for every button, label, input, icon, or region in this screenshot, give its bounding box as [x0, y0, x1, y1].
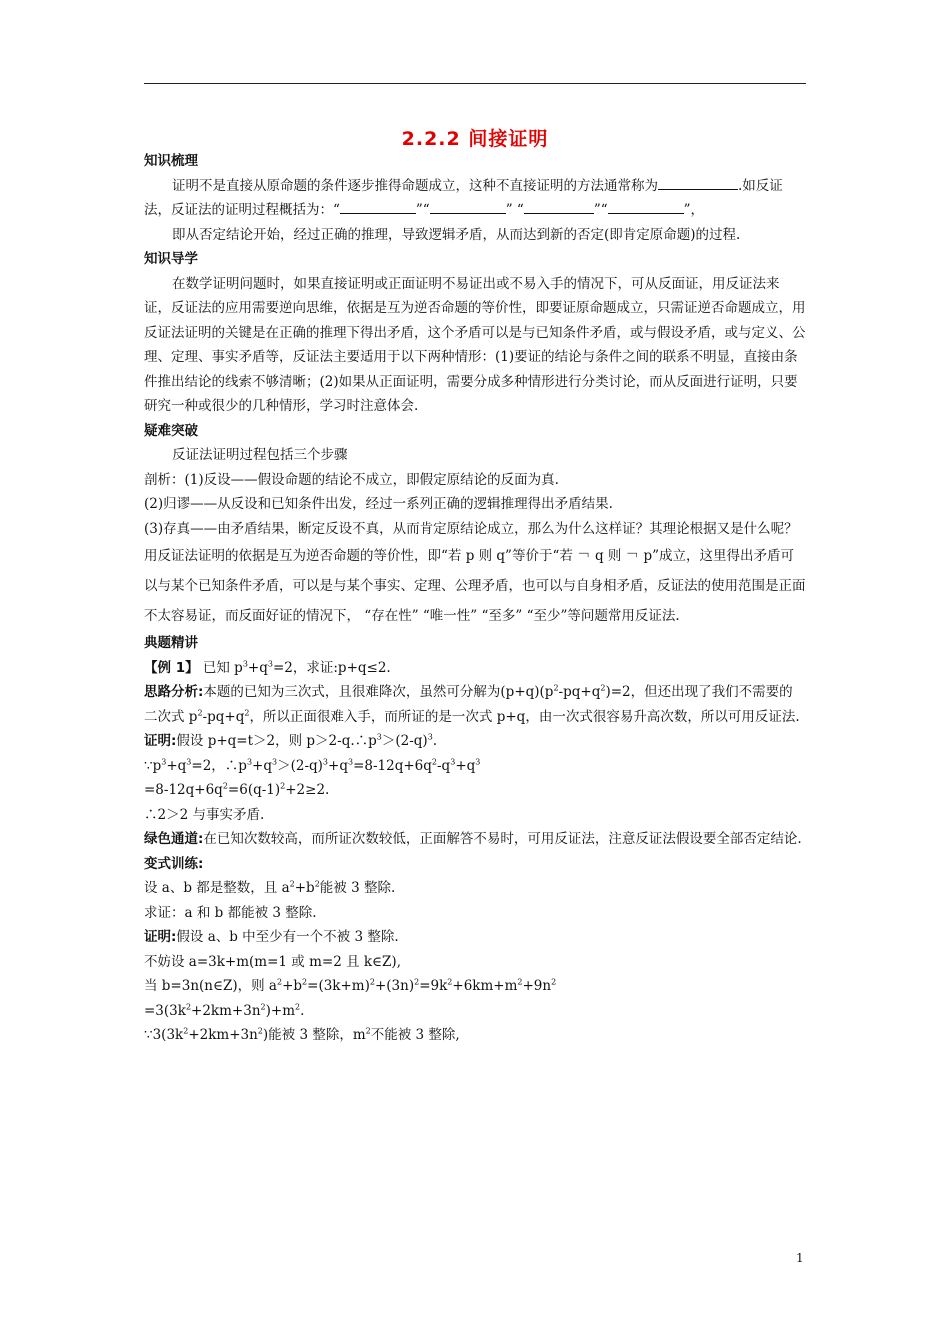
tupo-step-3: (3)存真——由矛盾结果，断定反设不真，从而肯定原结论成立，那么为什么这样证？其理论根据又是什么呢？: [144, 520, 798, 537]
heading-zhishi-shuli: 知识梳理: [144, 153, 198, 169]
heading-zhishi-daoxue: 知识导学: [144, 251, 198, 267]
variant-line-7: $\because 3(3k^2+2km+3n^2)$能被 3 整除，$m^2$不能被 3 整除,: [144, 1026, 460, 1043]
variant-line-6: $=3(3k^2+2km+3n^2)+m^2$.: [144, 1002, 305, 1019]
blank-5: [608, 199, 684, 214]
tupo-lead: 反证法证明过程包括三个步骤: [172, 447, 348, 463]
example-1-proof-line-1: 证明:假设 p+q=t＞2，则 $p>2-q.\therefore p^3>(2-q)^3$.: [144, 732, 438, 749]
blank-1b: [682, 175, 738, 190]
heading-bianshi-xunlian: 变式训练:: [144, 855, 204, 872]
green-channel: 绿色通道:在已知次数较高，而所证次数较低，正面解答不易时，可用反证法，注意反证法假设要全部否定结论.: [144, 831, 802, 847]
variant-line-1: 设 a、b 都是整数，且 $a^2+b^2$能被 3 整除.: [144, 879, 396, 896]
example-1-proof-line-2: $\because p^3+q^3=2$，$\therefore p^3+q^3>(2-q)^3+q^3=8-12q+6q^2-q^3+q^3$: [144, 757, 481, 774]
heading-yinan-tupo: 疑难突破: [144, 422, 198, 439]
variant-line-5: 当 b=3n(n∈Z)，则 $a^2+b^2=(3k+m)^2+(3n)^2=9k^2+6km+m^2+9n^2$: [144, 977, 557, 994]
blank-4a: [524, 199, 572, 214]
paragraph-definition: 证明不是直接从原命题的条件逐步推得命题成立，这种不直接证明的方法通常称为 .如反证法，反证法的证明过程概括为：“ ”“ ” “ ”“ ”，: [144, 174, 806, 223]
document-body: [144, 149, 806, 1048]
tupo-basis: 用反证法证明的依据是互为逆否命题的等价性，即“若 p 则 q”等价于“若 ￢ q 则 ￢ p”成立，这里得出矛盾可以与某个已知条件矛盾，可以是与某个事实、定理、公理矛盾，也可以与自身相矛盾，反证法的使用范围是正面不太容易证，而反面好证的情况下， “存在性” “唯一性” “至多” “至少”等问题常用反证法.: [144, 548, 806, 624]
blank-3: [430, 199, 506, 214]
blank-2: [340, 199, 416, 214]
example-1-analysis: 思路分析:本题的已知为三次式，且很难降次，虽然可分解为$(p+q)(p^2-pq+q^2)=2$，但还出现了我们不需要的二次式 $p^2-pq+q^2$，所以正面很难入手，而所证的是一次式 p+q，由一次式很容易升高次数，所以可用反证法.: [144, 683, 800, 725]
page-title: 2.2.2 间接证明: [401, 128, 549, 150]
paragraph-daoxue: 在数学证明问题时，如果直接证明或正面证明不易证出或不易入手的情况下，可从反面证，用反证法来证，反证法的应用需要逆向思维，依据是互为逆否命题的等价性，即要证原命题成立，只需证逆否命题成立，用反证法证明的关键是在正确的推理下得出矛盾，这个矛盾可以是与已知条件矛盾，或与假设矛盾，或与定义、公理、定理、事实矛盾等，反证法主要适用于以下两种情形：(1)要证的结论与条件之间的联系不明显，直接由条件推出结论的线索不够清晰；(2)如果从正面证明，需要分成多种情形进行分类讨论，而从反面进行证明，只要研究一种或很少的几种情形，学习时注意体会.: [144, 275, 806, 414]
example-1-proof-line-4: ∴2＞2 与事实矛盾.: [144, 806, 265, 823]
blank-4b: [572, 199, 594, 214]
tupo-step-1: 剖析：(1)反设——假设命题的结论不成立，即假定原结论的反面为真.: [144, 471, 559, 488]
heading-dianti-jingjiang: 典题精讲: [144, 635, 198, 651]
variant-line-3: 证明:假设 a、b 中至少有一个不被 3 整除.: [144, 929, 399, 945]
tupo-step-2: (2)归谬——从反设和已知条件出发，经过一系列正确的逻辑推理得出矛盾结果.: [144, 496, 613, 512]
paragraph-summary: 即从否定结论开始，经过正确的推理，导致逻辑矛盾，从而达到新的否定(即肯定原命题)的过程.: [172, 226, 741, 243]
example-1-problem: 【例 1】 已知 $p^3+q^3=2$，求证:p+q≤2.: [144, 659, 391, 676]
blank-1a: [658, 175, 682, 190]
variant-line-4: 不妨设 a=3k+m(m=1 或 m=2 且 k∈Z),: [144, 953, 401, 970]
page-number: 1: [796, 1251, 804, 1265]
example-1-proof-line-3: $=8-12q+6q^2=6(q-1)^2+2\ge 2$.: [144, 781, 330, 798]
header-rule: [144, 83, 806, 84]
variant-line-2: 求证：a 和 b 都能被 3 整除.: [144, 904, 317, 921]
